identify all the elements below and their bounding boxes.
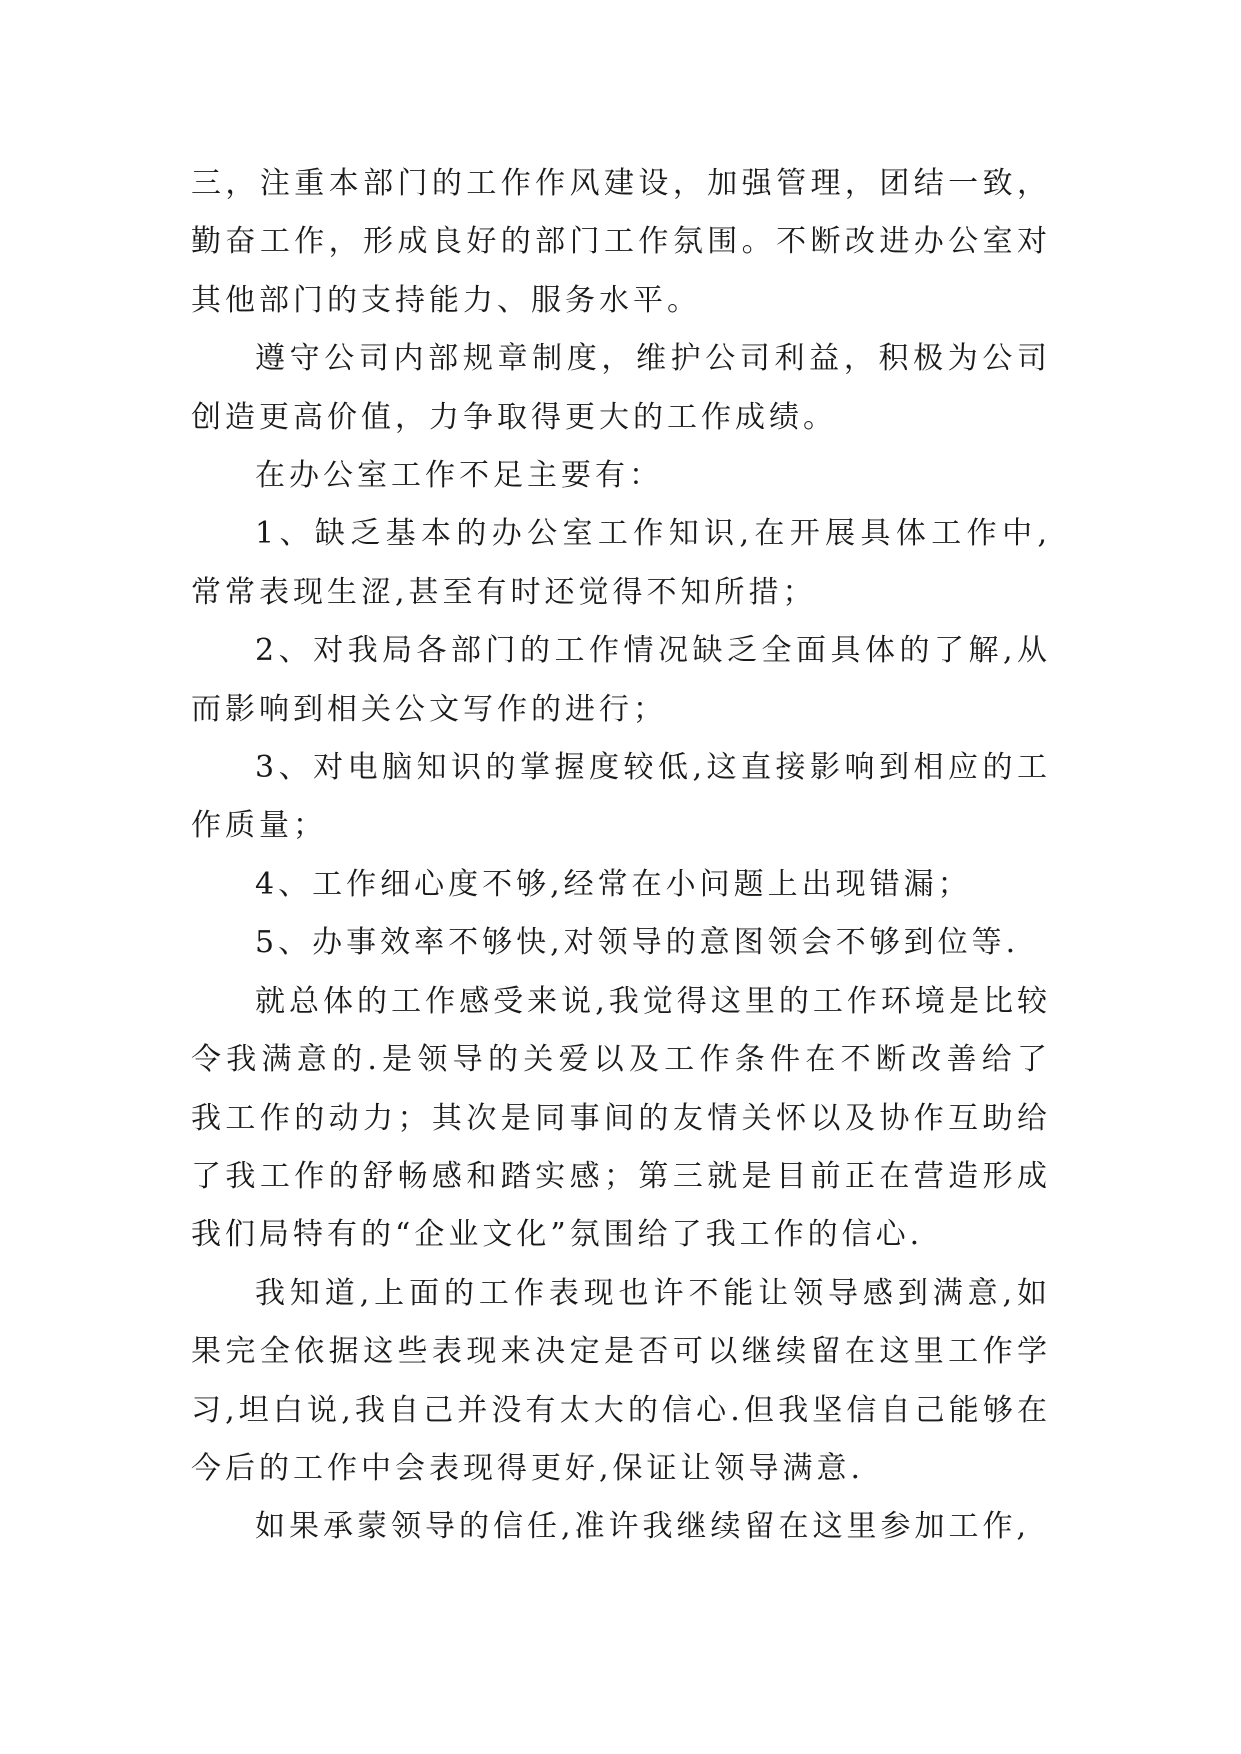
list-item: 1、缺乏基本的办公室工作知识,在开展具体工作中,常常表现生涩,甚至有时还觉得不知所措； [191, 516, 1051, 610]
paragraph: 遵守公司内部规章制度，维护公司利益，积极为公司创造更高价值，力争取得更大的工作成绩。 [191, 341, 1051, 435]
list-item: 2、对我局各部门的工作情况缺乏全面具体的了解,从而影响到相关公文写作的进行； [191, 633, 1051, 727]
paragraph: 就总体的工作感受来说,我觉得这里的工作环境是比较令我满意的.是领导的关爱以及工作条件在不断改善给了我工作的动力；其次是同事间的友情关怀以及协作互助给了我工作的舒畅感和踏实感；第三就是目前正在营造形成我们局特有的“企业文化”氛围给了我工作的信心. [191, 983, 1051, 1253]
document-body [191, 155, 1051, 1557]
paragraph: 三，注重本部门的工作作风建设，加强管理，团结一致，勤奋工作，形成良好的部门工作氛围。不断改进办公室对其他部门的支持能力、服务水平。 [191, 166, 1051, 318]
list-item: 3、对电脑知识的掌握度较低,这直接影响到相应的工作质量； [191, 750, 1051, 844]
paragraph: 在办公室工作不足主要有： [255, 458, 663, 494]
paragraph: 我知道,上面的工作表现也许不能让领导感到满意,如果完全依据这些表现来决定是否可以继续留在这里工作学习,坦白说,我自己并没有太大的信心.但我坚信自己能够在今后的工作中会表现得更好,保证让领导满意. [191, 1275, 1051, 1486]
paragraph: 如果承蒙领导的信任,准许我继续留在这里参加工作, [255, 1509, 1031, 1545]
list-item: 4、工作细心度不够,经常在小问题上出现错漏； [255, 866, 972, 902]
list-item: 5、办事效率不够快,对领导的意图领会不够到位等. [255, 925, 1020, 961]
